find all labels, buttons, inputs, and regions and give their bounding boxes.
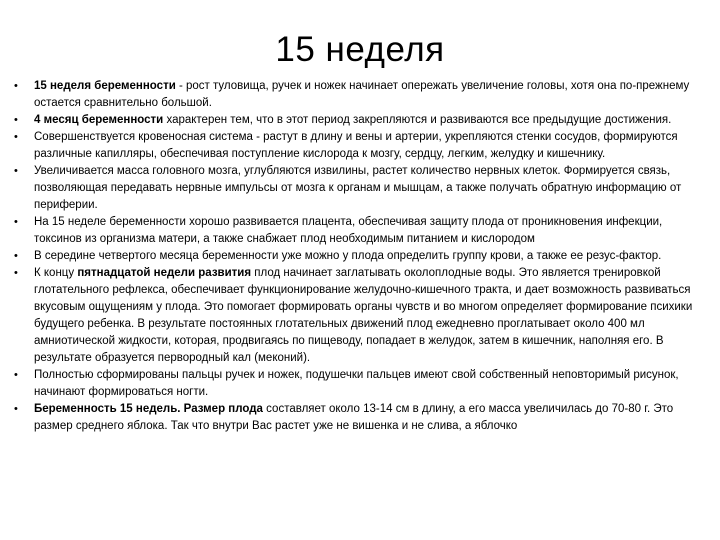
bullet-text [34,369,679,398]
bullet-body-text: плод начинает заглатывать околоплодные воды. Это является тренировкой глотательного рефлекса, обеспечивает функционирование желудочно-кишечного тракта, и дает возможность развиваться вкусовым ощущениям у плода. Это помогает формировать органы чувств и во многом определяет формирование психики будущего ребенка. В результате постоянных глотательных движений плод ежедневно проглатывает около 400 мл амниотической жидкости, которая, продвигаясь по пищеводу, попадает в желудок, затем в кишечник, наполняя его. В результате образуется первородный кал (меконий). [34,267,693,364]
bullet-icon: • [14,267,18,279]
bullet-text [34,403,673,432]
bullet-text [34,250,661,262]
bullet-prefix: К концу [34,267,78,279]
bullet-item [14,248,704,265]
bullet-body-text: составляет около 13-14 см в длину, а его масса увеличилась до 70-80 г. Это размер среднего яблока. Так что внутри Вас растет уже не вишенка и не слива, а яблочко [34,403,674,432]
bullet-body-text: Увеличивается масса головного мозга, углубляются извилины, растет количество нервных клеток. Формируется связь, позволяющая передавать нервные импульсы от мозга к органам и мышцам, а также получать обратную информацию от периферии. [34,165,682,211]
bullet-item [14,112,704,129]
bullet-bold-text: 4 месяц беременности [34,114,164,126]
slide-title: 15 неделя [275,30,445,69]
bullet-bold-text: Беременность 15 недель. Размер плода [34,403,263,415]
bullet-icon: • [14,114,18,126]
bullet-bold-text: 15 неделя беременности [34,80,176,92]
bullet-icon: • [14,80,18,92]
bullet-item [14,129,704,163]
bullet-item [14,265,704,367]
bullet-item [14,78,704,112]
bullet-body-text: Совершенствуется кровеносная система - растут в длину и вены и артерии, укрепляются стенки сосудов, формируются различные капилляры, обеспечивая поступление кислорода к мозгу, сердцу, легким, желудку и кишечнику. [34,131,678,160]
bullet-icon: • [14,216,18,228]
bullet-text [34,131,678,160]
bullet-icon: • [14,403,18,415]
bullet-item [14,367,704,401]
bullet-item [14,214,704,248]
bullet-body-text: На 15 неделе беременности хорошо развивается плацента, обеспечивая защиту плода от проникновения инфекции, токсинов из организма матери, а также снабжает плод необходимым питанием и кислородом [34,216,663,245]
bullet-icon: • [14,250,18,262]
bullet-body-text: Полностью сформированы пальцы ручек и ножек, подушечки пальцев имеют свой собственный неповторимый рисунок, начинают формироваться ногти. [34,369,679,398]
bullet-text [34,114,671,126]
bullet-body-text: характерен тем, что в этот период закрепляются и развиваются все предыдущие достижения. [163,114,672,126]
bullet-text [34,165,681,211]
bullet-item [14,163,704,214]
bullet-list [14,78,704,435]
bullet-text [34,267,692,364]
bullet-text [34,80,689,109]
bullet-icon: • [14,165,18,177]
bullet-text [34,216,662,245]
bullet-item [14,401,704,435]
bullet-body-text: - рост туловища, ручек и ножек начинает опережать увеличение головы, хотя она по-прежнему остается сравнительно большой. [34,80,690,109]
bullet-icon: • [14,369,18,381]
bullet-bold-text: пятнадцатой недели развития [77,267,252,279]
bullet-icon: • [14,131,18,143]
bullet-body-text: В середине четвертого месяца беременности уже можно у плода определить группу крови, а также ее резус-фактор. [34,250,662,262]
